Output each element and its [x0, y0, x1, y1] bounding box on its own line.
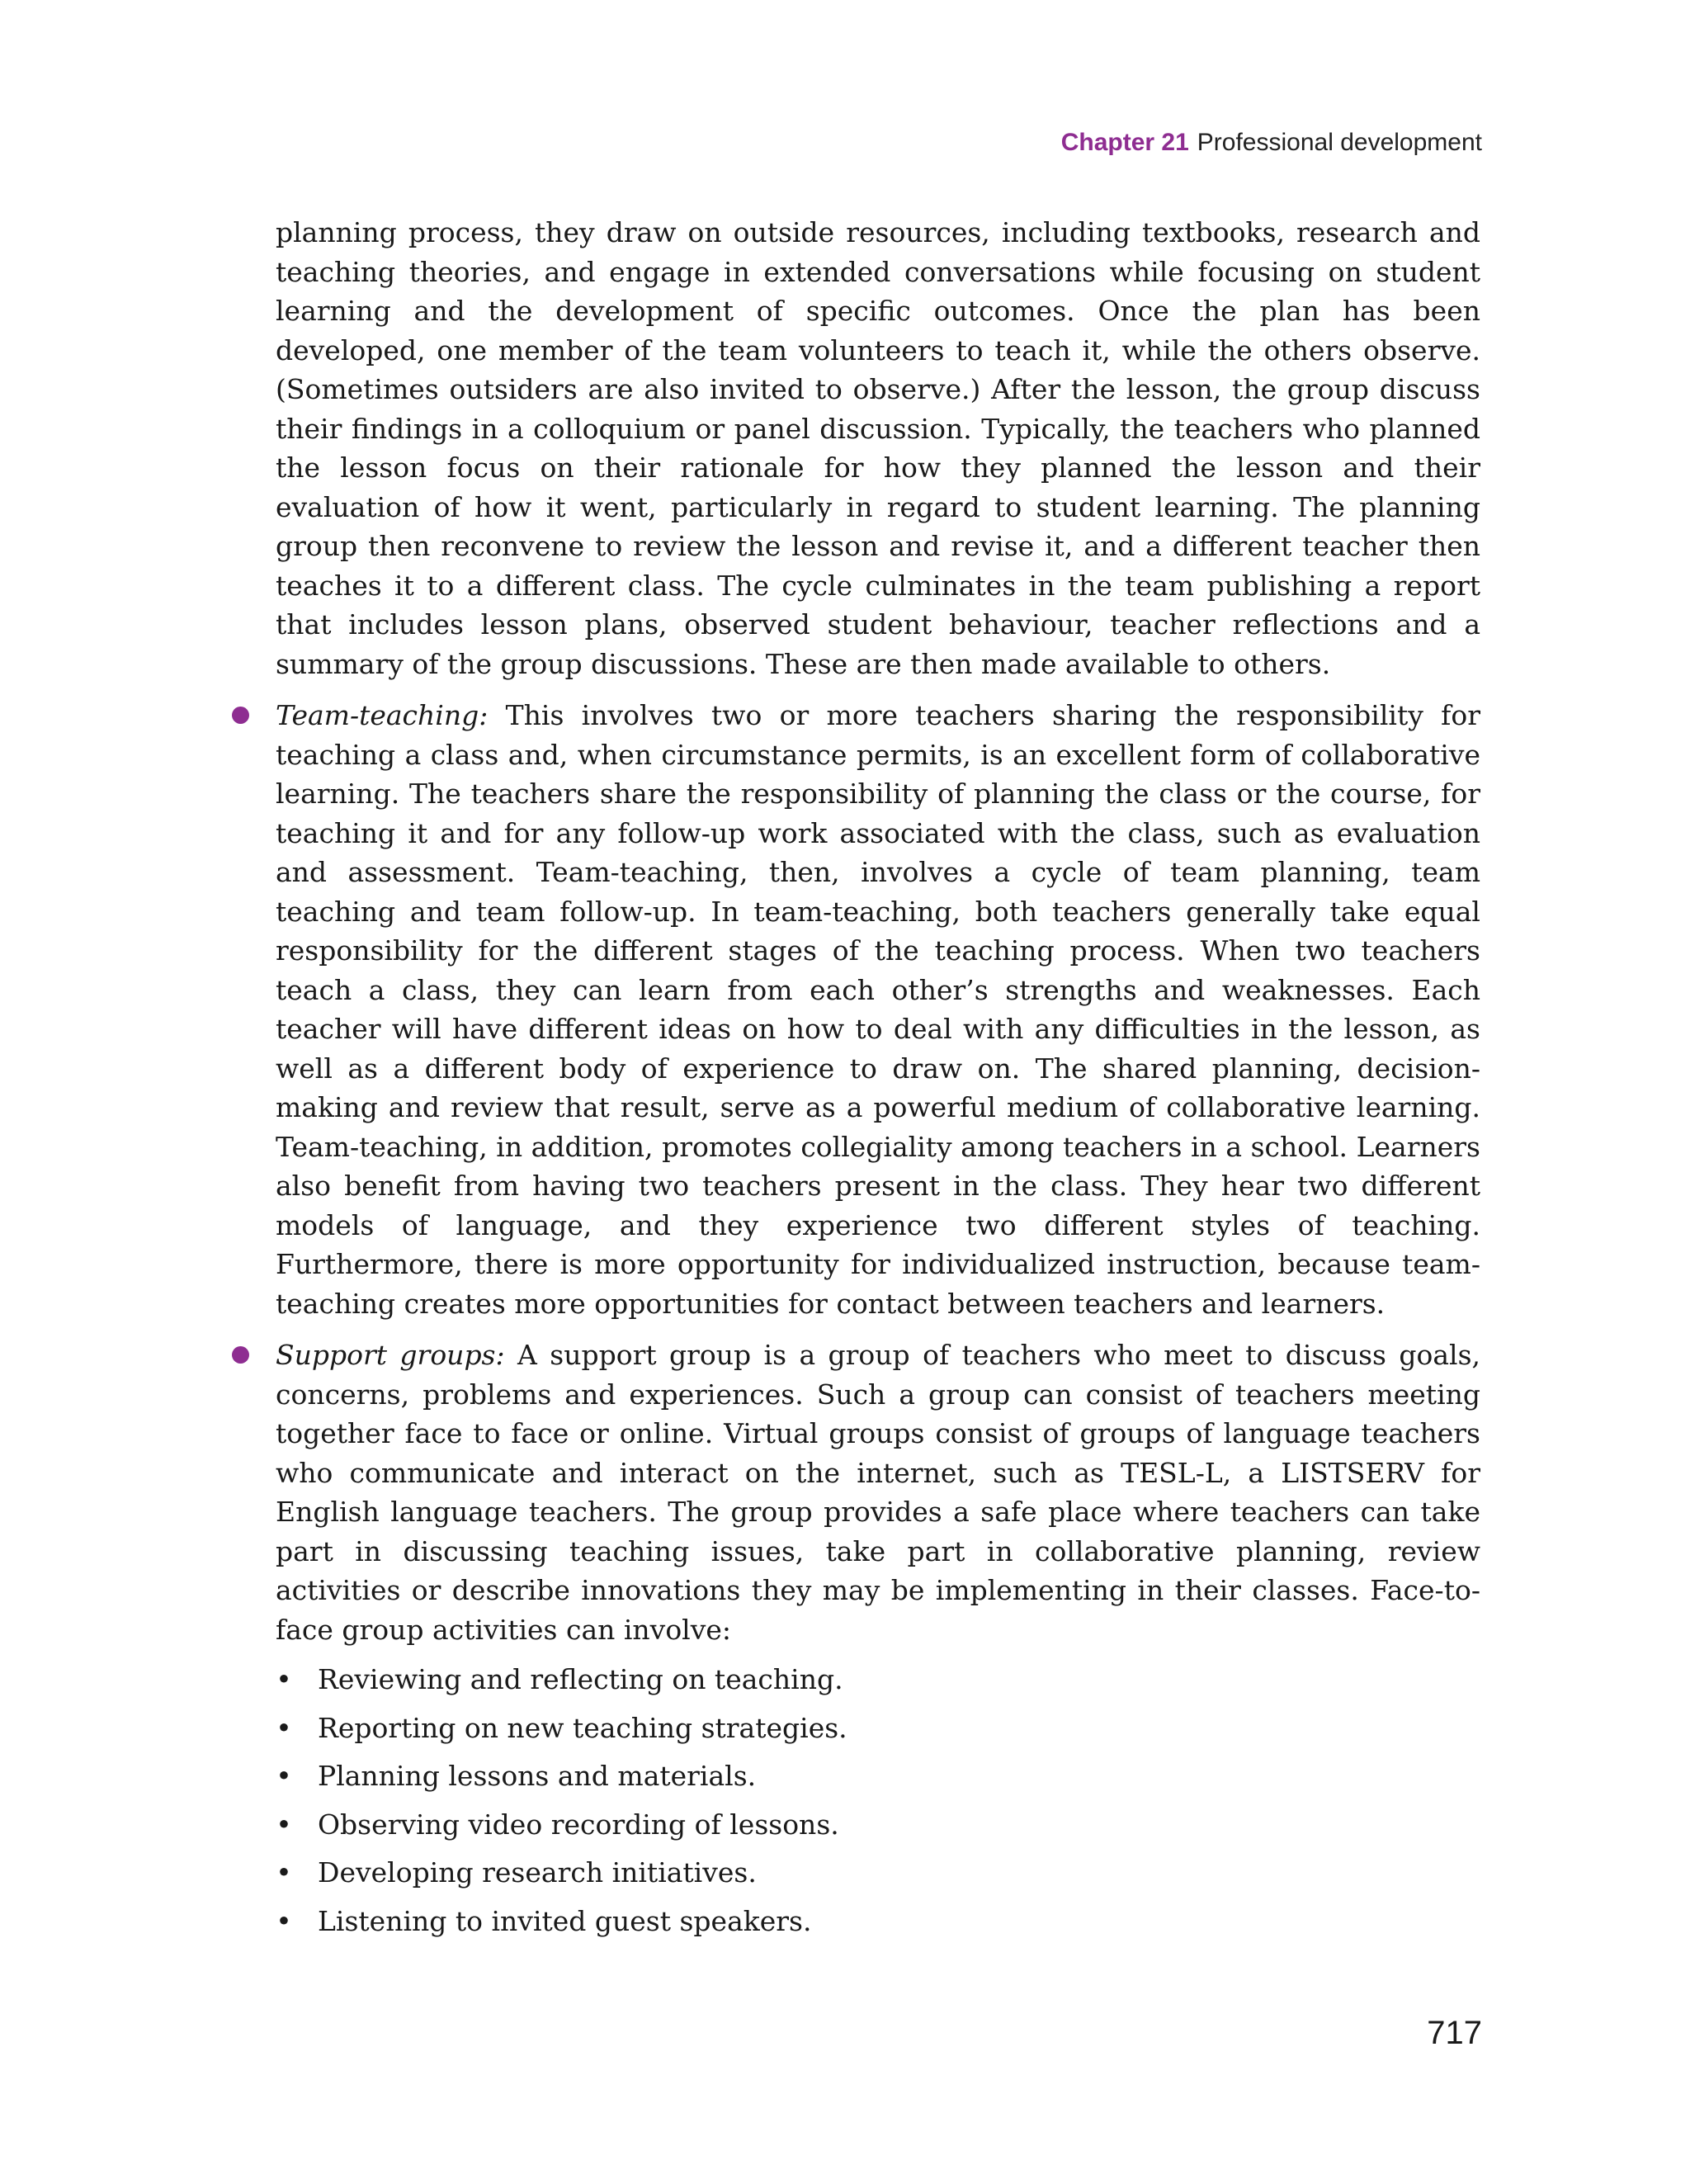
item-term: Support groups: [276, 1339, 505, 1371]
activity-text: Reporting on new teaching strategies. [318, 1711, 847, 1744]
activity-text: Developing research initiatives. [318, 1856, 757, 1889]
activity-text: Planning lessons and materials. [318, 1760, 757, 1792]
item-text: This involves two or more teachers sharing the responsibility for teaching a class and, when circumstance permits, is an excellent form of collaborative learning. The teachers share the responsibility of planning the class or the course, for teaching it and for any follow-up work associated with the class, such as evaluation and assessment. Team-teaching, then, involves a cycle of team planning, team teaching and team follow-up. In team-teaching, both teachers generally take equal responsibility for the different stages of the teaching process. When two teachers teach a class, they can learn from each other’s strengths and weaknesses. Each teacher will have different ideas on how to deal with any difficulties in the lesson, as well as a different body of experience to draw on. The shared planning, decision-making and review that result, serve as a powerful medium of collaborative learning. Team-teaching, in addition, promotes collegiality among teachers in a school. Learners also benefit from having two teachers present in the class. They hear two different models of language, and they experience two different styles of teaching. Furthermore, there is more opportunity for individualized instruction, because team-teaching creates more opportunities for contact between teachers and learners. [276, 699, 1480, 1320]
activity-item [276, 1805, 1480, 1844]
bullet-icon: • [276, 1808, 292, 1841]
activity-item [276, 1660, 1480, 1699]
item-text: A support group is a group of teachers who meet to discuss goals, concerns, problems and experiences. Such a group can consist of teachers meeting together face to face or online. Virtual groups consist of groups of language teachers who communicate and interact on the internet, such as TESL-L, a LISTSERV for English language teachers. The group provides a safe place where teachers can take part in discussing teaching issues, take part in collaborative planning, review activities or describe innovations they may be implementing in their classes. Face-to-face group activities can involve: [276, 1339, 1480, 1646]
activity-text: Observing video recording of lessons. [318, 1808, 839, 1841]
activities-list [276, 1660, 1480, 1941]
bullet-icon: • [276, 1663, 292, 1695]
page-body [276, 213, 1480, 1950]
bullet-icon: • [276, 1711, 292, 1744]
intro-paragraph: planning process, they draw on outside resources, including textbooks, research and teaching theories, and engage in extended conversations while focusing on student learning and the development of specific outcomes. Once the plan has been developed, one member of the team volunteers to teach it, while the others observe. (Sometimes outsiders are also invited to observe.) After the lesson, the group discuss their findings in a colloquium or panel discussion. Typically, the teachers who planned the lesson focus on their rationale for how they planned the lesson and their evaluation of how it went, particularly in regard to student learning. The planning group then reconvene to review the lesson and revise it, and a different teacher then teaches it to a different class. The cycle culminates in the team publishing a report that includes lesson plans, observed student behaviour, teacher reflections and a summary of the group discussions. These are then made available to others. [276, 216, 1480, 680]
page-number: 717 [1427, 2015, 1482, 2051]
list-item-team-teaching [276, 696, 1480, 1323]
bullet-icon: • [276, 1760, 292, 1792]
activity-item [276, 1902, 1480, 1941]
activity-text: Reviewing and reflecting on teaching. [318, 1663, 843, 1695]
activity-item [276, 1756, 1480, 1795]
activity-text: Listening to invited guest speakers. [318, 1904, 812, 1937]
item-term: Team-teaching: [276, 699, 489, 731]
item-paragraph [276, 1335, 1480, 1649]
chapter-label: Chapter 21 [1060, 129, 1189, 156]
bullet-icon: • [276, 1904, 292, 1937]
bullet-dot-icon [232, 1346, 249, 1364]
running-head [1061, 126, 1482, 159]
chapter-title: Professional development [1197, 129, 1482, 156]
activity-item [276, 1709, 1480, 1747]
activity-item [276, 1853, 1480, 1892]
list-item-support-groups [276, 1335, 1480, 1941]
bullet-icon: • [276, 1856, 292, 1889]
item-paragraph [276, 696, 1480, 1323]
bullet-dot-icon [232, 707, 249, 724]
